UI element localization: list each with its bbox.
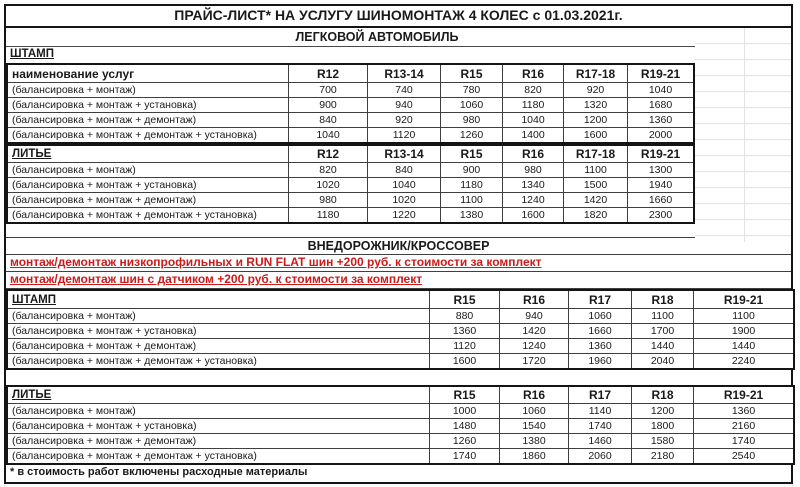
price-cell: 1060 [441, 98, 502, 112]
section-heading-suv: ВНЕДОРОЖНИК/КРОССОВЕР [6, 237, 791, 255]
price-cell: 1120 [368, 128, 440, 142]
price-cell: 820 [503, 83, 563, 97]
column-header-cell: R17 [569, 387, 631, 403]
price-cell: 2000 [628, 128, 693, 142]
service-label-cell: (балансировка + монтаж + установка) [8, 324, 429, 338]
service-label-cell: (балансировка + монтаж + демонтаж + установка) [8, 128, 288, 142]
price-cell: 1380 [441, 208, 502, 222]
price-cell: 1240 [500, 339, 568, 353]
price-cell: 1140 [569, 404, 631, 418]
price-cell: 1040 [368, 178, 440, 192]
passenger-cast-price-table [6, 144, 695, 224]
price-cell: 1340 [503, 178, 563, 192]
price-cell: 2180 [632, 449, 693, 463]
price-cell: 840 [368, 163, 440, 177]
price-cell: 1380 [500, 434, 568, 448]
suv-stamp-price-table [6, 289, 795, 370]
price-cell: 1960 [569, 354, 631, 368]
price-cell: 900 [289, 98, 367, 112]
price-cell: 1480 [430, 419, 499, 433]
column-header-cell: R17-18 [564, 65, 627, 82]
column-header-cell: R16 [503, 146, 563, 162]
service-label-cell: (балансировка + монтаж) [8, 404, 429, 418]
column-header-cell: R13-14 [368, 146, 440, 162]
price-cell: 1100 [564, 163, 627, 177]
service-label-cell: (балансировка + монтаж + демонтаж) [8, 193, 288, 207]
price-cell: 1600 [564, 128, 627, 142]
column-header-cell: R18 [632, 291, 693, 308]
column-header-cell: R15 [441, 146, 502, 162]
column-header-cell: R17 [569, 291, 631, 308]
passenger-stamp-label-row [6, 47, 791, 63]
price-cell: 1300 [628, 163, 693, 177]
price-cell: 2040 [632, 354, 693, 368]
service-label-cell: (балансировка + монтаж + установка) [8, 178, 288, 192]
price-cell: 1860 [500, 449, 568, 463]
price-cell: 1060 [569, 309, 631, 323]
service-label-cell: (балансировка + монтаж + демонтаж) [8, 434, 429, 448]
price-cell: 980 [289, 193, 367, 207]
price-cell: 1260 [441, 128, 502, 142]
service-label-cell: (балансировка + монтаж) [8, 309, 429, 323]
price-cell: 880 [430, 309, 499, 323]
price-cell: 1940 [628, 178, 693, 192]
column-header-cell: R18 [632, 387, 693, 403]
price-cell: 1740 [430, 449, 499, 463]
column-header-cell: R16 [500, 387, 568, 403]
service-label-cell: (балансировка + монтаж) [8, 83, 288, 97]
price-cell: 1060 [500, 404, 568, 418]
table-corner-label: ЛИТЬЕ [8, 146, 288, 162]
price-cell: 1200 [564, 113, 627, 127]
price-cell: 1360 [628, 113, 693, 127]
price-cell: 1500 [564, 178, 627, 192]
price-cell: 1820 [564, 208, 627, 222]
price-cell: 2300 [628, 208, 693, 222]
service-label-cell: (балансировка + монтаж + демонтаж + установка) [8, 449, 429, 463]
price-cell: 820 [289, 163, 367, 177]
price-cell: 1000 [430, 404, 499, 418]
price-cell: 1180 [503, 98, 563, 112]
service-label-cell: (балансировка + монтаж + установка) [8, 98, 288, 112]
column-header-cell: R16 [500, 291, 568, 308]
empty-gridline-area [695, 28, 791, 242]
price-cell: 1040 [503, 113, 563, 127]
column-header-cell: R16 [503, 65, 563, 82]
price-cell: 920 [564, 83, 627, 97]
price-cell: 1660 [569, 324, 631, 338]
column-header-cell: R15 [430, 291, 499, 308]
price-cell: 1180 [441, 178, 502, 192]
column-header-cell: R17-18 [564, 146, 627, 162]
price-cell: 1700 [632, 324, 693, 338]
price-cell: 780 [441, 83, 502, 97]
column-header-cell: R15 [430, 387, 499, 403]
note-sensor-surcharge: монтаж/демонтаж шин с датчиком +200 руб. к стоимости за комплект [6, 272, 791, 289]
price-cell: 1420 [564, 193, 627, 207]
price-cell: 940 [368, 98, 440, 112]
price-cell: 980 [441, 113, 502, 127]
price-cell: 840 [289, 113, 367, 127]
price-cell: 1800 [632, 419, 693, 433]
price-cell: 1600 [430, 354, 499, 368]
price-cell: 1720 [500, 354, 568, 368]
price-cell: 900 [441, 163, 502, 177]
column-header-cell: R12 [289, 146, 367, 162]
price-cell: 1040 [628, 83, 693, 97]
price-cell: 1040 [289, 128, 367, 142]
price-cell: 740 [368, 83, 440, 97]
price-list-sheet [4, 4, 793, 484]
service-label-cell: (балансировка + монтаж + установка) [8, 419, 429, 433]
price-cell: 1540 [500, 419, 568, 433]
price-cell: 1320 [564, 98, 627, 112]
column-header-cell: R19-21 [694, 387, 793, 403]
column-header-cell: R15 [441, 65, 502, 82]
empty-spacer-row [6, 370, 791, 385]
price-cell: 1120 [430, 339, 499, 353]
price-cell: 1020 [289, 178, 367, 192]
price-cell: 1440 [694, 339, 793, 353]
footnote-consumables: * в стоимость работ включены расходные материалы [10, 466, 308, 478]
page-title: ПРАЙС-ЛИСТ* НА УСЛУГУ ШИНОМОНТАЖ 4 КОЛЕС с 01.03.2021г. [6, 6, 791, 28]
price-cell: 700 [289, 83, 367, 97]
price-cell: 1180 [289, 208, 367, 222]
price-cell: 1100 [632, 309, 693, 323]
price-cell: 920 [368, 113, 440, 127]
column-header-cell: R13-14 [368, 65, 440, 82]
price-cell: 1100 [694, 309, 793, 323]
price-cell: 2160 [694, 419, 793, 433]
column-header-cell: R19-21 [628, 65, 693, 82]
price-cell: 1240 [503, 193, 563, 207]
price-cell: 2540 [694, 449, 793, 463]
table-corner-label: ШТАМП [8, 291, 429, 308]
service-label-cell: (балансировка + монтаж + демонтаж + установка) [8, 354, 429, 368]
price-cell: 1360 [694, 404, 793, 418]
price-cell: 940 [500, 309, 568, 323]
price-cell: 1200 [632, 404, 693, 418]
price-cell: 1360 [430, 324, 499, 338]
price-cell: 1020 [368, 193, 440, 207]
empty-spacer-row [6, 224, 791, 237]
passenger-stamp-price-table [6, 63, 695, 144]
price-cell: 1660 [628, 193, 693, 207]
price-cell: 1460 [569, 434, 631, 448]
price-cell: 1740 [569, 419, 631, 433]
price-cell: 1360 [569, 339, 631, 353]
price-cell: 1900 [694, 324, 793, 338]
price-cell: 1260 [430, 434, 499, 448]
column-header-cell: R19-21 [628, 146, 693, 162]
service-label-cell: (балансировка + монтаж + демонтаж) [8, 113, 288, 127]
price-cell: 1580 [632, 434, 693, 448]
price-cell: 1680 [628, 98, 693, 112]
service-label-cell: (балансировка + монтаж) [8, 163, 288, 177]
passenger-stamp-label: ШТАМП [10, 48, 55, 60]
price-cell: 1100 [441, 193, 502, 207]
price-cell: 2060 [569, 449, 631, 463]
column-header-cell: R12 [289, 65, 367, 82]
note-runflat-surcharge: монтаж/демонтаж низкопрофильных и RUN FLAT шин +200 руб. к стоимости за комплект [6, 255, 791, 272]
service-label-cell: (балансировка + монтаж + демонтаж) [8, 339, 429, 353]
price-cell: 2240 [694, 354, 793, 368]
column-header-cell: R19-21 [694, 291, 793, 308]
price-cell: 980 [503, 163, 563, 177]
price-cell: 1740 [694, 434, 793, 448]
service-label-cell: (балансировка + монтаж + демонтаж + установка) [8, 208, 288, 222]
price-cell: 1220 [368, 208, 440, 222]
price-cell: 1400 [503, 128, 563, 142]
table-corner-label: наименование услуг [8, 65, 288, 82]
section-heading-passenger: ЛЕГКОВОЙ АВТОМОБИЛЬ [6, 28, 748, 47]
price-cell: 1600 [503, 208, 563, 222]
suv-cast-price-table [6, 385, 795, 465]
price-cell: 1420 [500, 324, 568, 338]
price-cell: 1440 [632, 339, 693, 353]
table-corner-label: ЛИТЬЕ [8, 387, 429, 403]
